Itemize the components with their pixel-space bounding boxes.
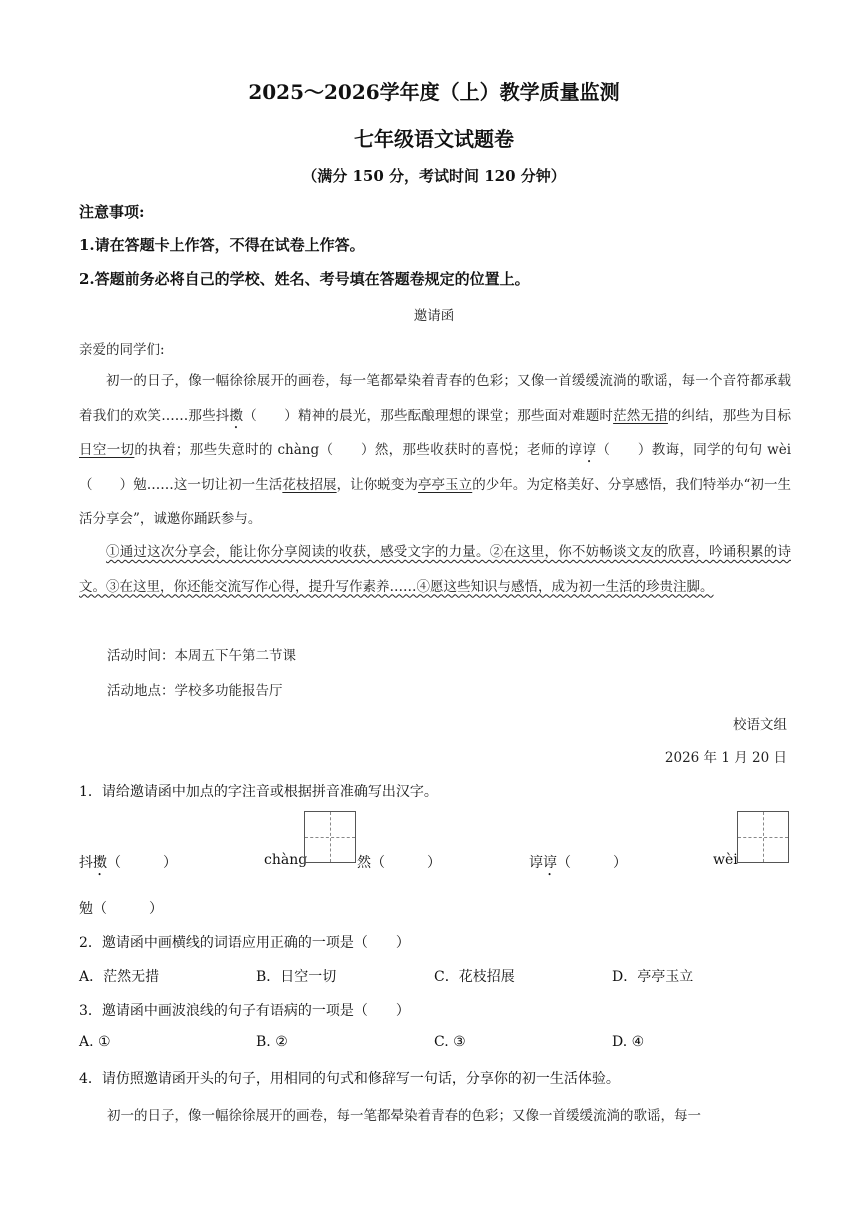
- dotted-char-zhun: 谆: [582, 442, 597, 458]
- notice-heading: 注意事项:: [79, 203, 145, 221]
- underlined-word-1: 茫然无措: [613, 407, 668, 424]
- letter-paragraph-2: [79, 535, 791, 604]
- q1-item-pinyin-wei: wèi: [713, 852, 738, 868]
- q1-item-pinyin-chang: chàng: [264, 852, 308, 868]
- dotted-char-sou: 擞: [229, 407, 244, 424]
- q3-option-b[interactable]: B. ②: [256, 1034, 288, 1050]
- question-4-stem: 4．请仿照邀请函开头的句子，用相同的句式和修辞写一句话，分享你的初一生活体验。: [79, 1071, 620, 1087]
- q2-option-b[interactable]: B．日空一切: [256, 969, 337, 985]
- q3-option-c[interactable]: C. ③: [434, 1034, 466, 1050]
- q3-option-d[interactable]: D. ④: [612, 1034, 645, 1050]
- question-2-stem: 2．邀请函中画横线的词语应用正确的一项是（ ）: [79, 935, 410, 951]
- activity-time: 活动时间：本周五下午第二节课: [107, 648, 296, 664]
- q1-answer-grid-wei[interactable]: [737, 811, 789, 863]
- question-1-stem: 1．请给邀请函中加点的字注音或根据拼音准确写出汉字。: [79, 784, 438, 800]
- q2-option-a[interactable]: A．茫然无措: [79, 969, 160, 985]
- exam-subtitle: 七年级语文试题卷: [354, 127, 514, 151]
- exam-title: 2025～2026学年度（上）教学质量监测: [248, 80, 620, 104]
- underlined-word-3: 花枝招展: [282, 476, 337, 493]
- q1-item-zhunzhun: 谆谆（ ）: [529, 855, 627, 871]
- letter-title: 邀请函: [413, 308, 455, 324]
- q2-option-c[interactable]: C．花枝招展: [434, 969, 515, 985]
- letter-greeting: 亲爱的同学们:: [79, 342, 165, 358]
- activity-place: 活动地点：学校多功能报告厅: [107, 683, 283, 699]
- notice-item-1: 1.请在答题卡上作答，不得在试卷上作答。: [79, 236, 365, 254]
- letter-paragraph-1: 初一的日子，像一幅徐徐展开的画卷，每一笔都晕染着青春的色彩；又像一首缓缓流淌的歌谣，每一个音符都承载着我们的欢笑……那些抖擞（ ）精神的晨光，那些酝酿理想的课堂；那些面对难题时茫然无措的纠结，那些为目标日空一切的执着；那些失意时的 chàng（ ）然，那些收获时的喜悦；老师的谆谆（ ）教诲，同学的句句 wèi（ ）勉……这一切让初一生活花枝招展，让你蜕变为亭亭玉立的少年。为定格美好、分享感悟，我们特举办“初一生活分享会”，诚邀你踊跃参与。: [79, 373, 792, 527]
- q1-item-dousou: 抖擞（ ）: [79, 855, 177, 871]
- question-3-stem: 3．邀请函中画波浪线的句子有语病的一项是（ ）: [79, 1003, 410, 1019]
- underlined-word-2: 日空一切: [79, 442, 135, 458]
- exam-score-time-note: （满分 150 分，考试时间 120 分钟）: [302, 167, 566, 185]
- letter-date: 2026 年 1 月 20 日: [664, 750, 787, 766]
- underlined-word-4: 亭亭玉立: [417, 476, 473, 493]
- q3-option-a[interactable]: A. ①: [79, 1034, 111, 1050]
- q1-answer-grid-chang[interactable]: [304, 811, 356, 863]
- letter-signer: 校语文组: [733, 717, 787, 733]
- q2-option-d[interactable]: D．亭亭玉立: [612, 969, 694, 985]
- q1-item-chang-suffix: 然（ ）: [357, 855, 441, 871]
- wavy-underlined-sentences: ①通过这次分享会，能让你分享阅读的收获，感受文字的力量。②在这里，你不妨畅谈文友的欣喜，吟诵积累的诗文。③在这里，你还能交流写作心得，提升写作素养……④愿这些知识与感悟，成为初一生活的珍贵注脚。: [79, 544, 791, 595]
- notice-item-2: 2.答题前务必将自己的学校、姓名、考号填在答题卷规定的位置上。: [79, 270, 530, 288]
- question-4-example: 初一的日子，像一幅徐徐展开的画卷，每一笔都晕染着青春的色彩；又像一首缓缓流淌的歌谣，每一: [107, 1108, 701, 1124]
- q1-item-mian: 勉（ ）: [79, 901, 163, 917]
